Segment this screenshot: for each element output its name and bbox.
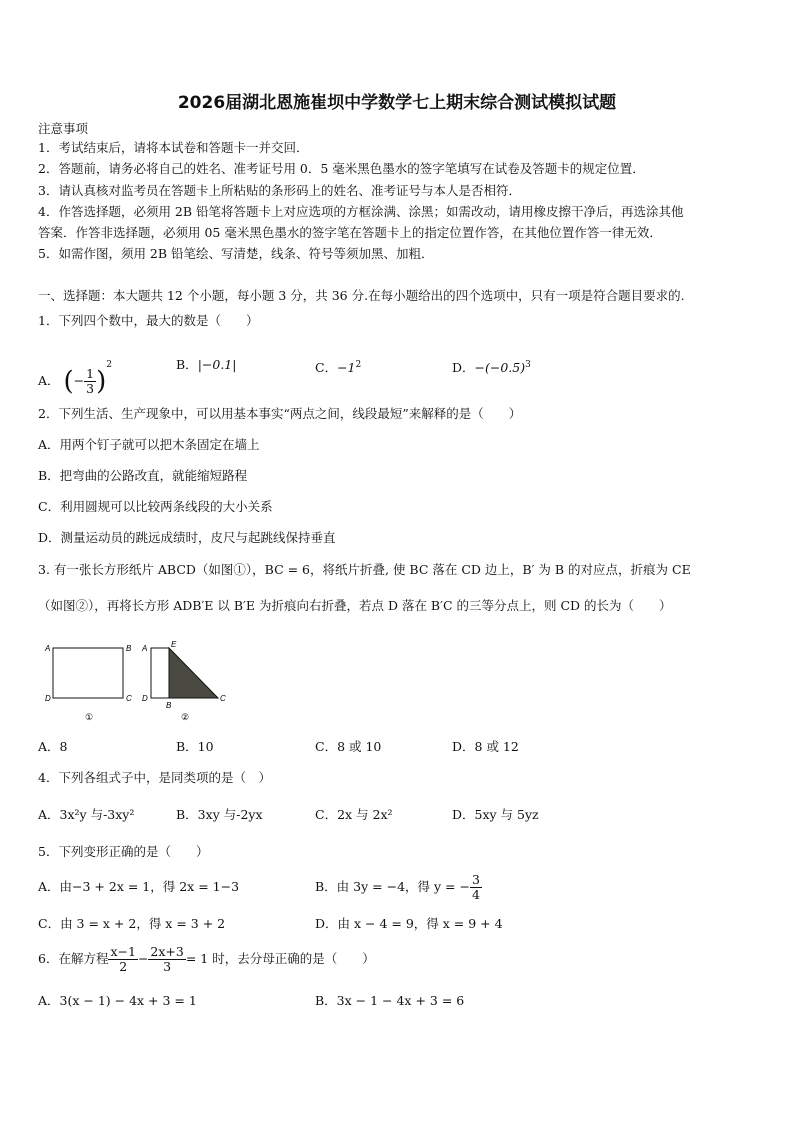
figure-2-label-d: D: [142, 694, 148, 703]
q1-option-c: C．$-1^2$: [315, 360, 362, 376]
q6-option-a: A．3(x − 1) − 4x + 3 = 1: [38, 993, 197, 1008]
q3-option-c: C．8 或 10: [315, 739, 382, 754]
q3-option-d: D．8 或 12: [452, 739, 519, 754]
question-4-stem: 4．下列各组式子中，是同类项的是（ ）: [38, 770, 271, 785]
q2-option-d: D．测量运动员的跳远成绩时，皮尺与起跳线保持垂直: [38, 530, 336, 545]
notice-heading: 注意事项: [38, 121, 89, 136]
q4-option-b: B．3xy 与-2yx: [176, 807, 263, 822]
figure-1-label-a: A: [45, 644, 51, 653]
figure-2-folded-triangle: [169, 648, 218, 698]
q5-option-d: D．由 x − 4 = 9，得 x = 9 + 4: [315, 916, 503, 931]
figure-1-label-b: B: [126, 644, 132, 653]
figure-2-label-a: A: [142, 644, 148, 653]
q1-option-b: B．|−0.1|: [176, 357, 237, 372]
q5-option-c: C．由 3 = x + 2，得 x = 3 + 2: [38, 916, 226, 931]
q3-figures: [38, 638, 238, 728]
question-2-stem: 2．下列生活、生产现象中，可以用基本事实“两点之间，线段最短”来解释的是（ ）: [38, 406, 522, 421]
question-3-stem-line2: （如图②），再将长方形 ADB′E 以 B′E 为折痕向右折叠，若点 D 落在 B′C 的三等分点上，则 CD 的长为（ ）: [38, 598, 672, 613]
q5-option-b: B．由 3y = −4，得 y = − $\frac{3}{4}$: [315, 872, 480, 902]
figure-1-label-d: D: [45, 694, 51, 703]
figure-2-label-e: E: [171, 640, 177, 649]
notice-item: 4．作答选择题，必须用 2B 铅笔将答题卡上对应选项的方框涂满、涂黑；如需改动，请用橡皮擦干净后，再选涂其他: [38, 204, 684, 219]
q2-option-c: C．利用圆规可以比较两条线段的大小关系: [38, 499, 273, 514]
q4-option-a: A．3x²y 与-3xy²: [38, 807, 135, 822]
figure-1-caption: ①: [85, 713, 94, 723]
figure-1-label-c: C: [126, 694, 132, 703]
q1-option-a-exponent: 2: [106, 360, 112, 370]
q5-option-b-fraction: $\frac{3}{4}$: [471, 872, 480, 902]
figure-2-label-b-prime: B: [166, 701, 172, 710]
q3-option-b: B．10: [176, 739, 214, 754]
q1-option-a-label: A．: [38, 373, 60, 388]
figure-2-label-c: C: [220, 694, 226, 703]
q4-option-c: C．2x 与 2x²: [315, 807, 393, 822]
section-heading: 一、选择题：本大题共 12 个小题，每小题 3 分，共 36 分.在每小题给出的四个选项中，只有一项是符合题目要求的.: [38, 288, 685, 303]
q1-option-d: D．$-(-0.5)^3$: [452, 360, 531, 376]
notice-item: 2．答题前，请务必将自己的姓名、准考证号用 0．5 毫米黑色墨水的签字笔填写在试卷及答题卡的规定位置．: [38, 161, 645, 176]
figure-1-rectangle: [53, 648, 123, 698]
figure-2-strip: [151, 648, 169, 698]
question-6-stem: 6．在解方程 $\frac{x-1}{2}$ − $\frac{2x+3}{3}$ = 1 时，去分母正确的是（ ）: [38, 944, 375, 974]
q1-option-a-fraction: $\frac{1}{3}$: [86, 366, 95, 396]
q2-option-b: B．把弯曲的公路改直，就能缩短路程: [38, 468, 248, 483]
question-3-stem-line1: 3. 有一张长方形纸片 ABCD（如图①），BC = 6，将纸片折叠, 使 BC 落在 CD 边上，B′ 为 B 的对应点，折痕为 CE: [38, 562, 691, 577]
q2-option-a: A．用两个钉子就可以把木条固定在墙上: [38, 437, 260, 452]
q1-option-a: A． (− $\frac{1}{3}$ )$^2$: [38, 360, 112, 397]
question-5-stem: 5．下列变形正确的是（ ）: [38, 844, 209, 859]
q3-option-a: A．8: [38, 739, 68, 754]
question-1-stem: 1．下列四个数中，最大的数是（ ）: [38, 313, 259, 328]
q5-option-a: A．由−3 + 2x = 1，得 2x = 1−3: [38, 879, 240, 894]
notice-item: 3．请认真核对监考员在答题卡上所粘贴的条形码上的姓名、准考证号与本人是否相符．: [38, 183, 521, 198]
notice-item: 1．考试结束后，请将本试卷和答题卡一并交回．: [38, 140, 309, 155]
q6-fraction-2: $\frac{2x+3}{3}$: [150, 944, 184, 974]
q6-fraction-1: $\frac{x-1}{2}$: [110, 944, 136, 974]
notice-item: 5．如需作图，须用 2B 铅笔绘、写清楚，线条、符号等须加黑、加粗．: [38, 246, 434, 261]
figure-2-caption: ②: [181, 713, 190, 723]
notice-item: 答案．作答非选择题，必须用 05 毫米黑色墨水的签字笔在答题卡上的指定位置作答，在其他位置作答一律无效．: [38, 225, 662, 240]
exam-title: 2026届湖北恩施崔坝中学数学七上期末综合测试模拟试题: [177, 93, 617, 113]
q6-option-b: B．3x − 1 − 4x + 3 = 6: [315, 993, 465, 1008]
q4-option-d: D．5xy 与 5yz: [452, 807, 539, 822]
